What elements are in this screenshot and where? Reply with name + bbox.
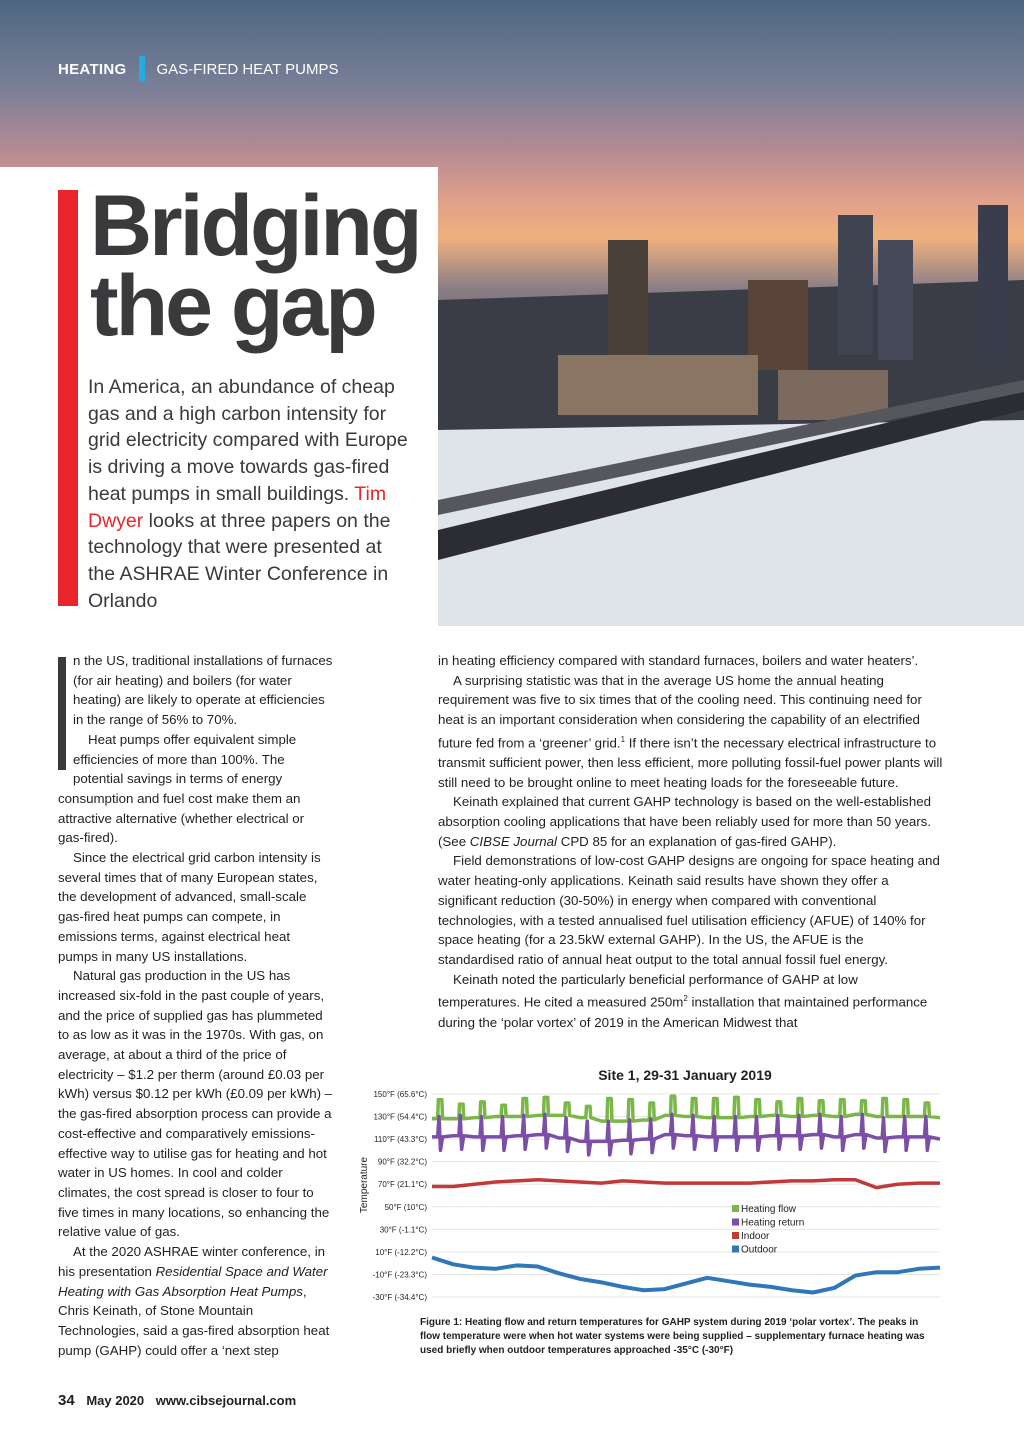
section-divider (139, 56, 145, 82)
legend-swatch (732, 1205, 739, 1212)
standfirst-text: looks at three papers on the technology that were presented at the ASHRAE Winter Conference in Orlando (88, 509, 391, 612)
publication-name: CIBSE Journal (469, 833, 558, 849)
body-column-right (438, 651, 943, 1032)
text: installation that maintained performance during the ‘polar vortex’ of 2019 in the American Midwest that (438, 994, 928, 1030)
legend-label: Heating return (741, 1217, 805, 1229)
y-tick-label: 110°F (43.3°C) (374, 1135, 427, 1145)
series-line-indoor (432, 1180, 940, 1188)
legend-label: Indoor (741, 1231, 770, 1242)
paragraph: Since the electrical grid carbon intensity is several times that of many European states, the development of advanced, small-scale gas-fired heat pumps can compete, in emissions terms, against electrical heat pumps in many US installations. (58, 850, 321, 964)
series-line-heating-return (432, 1114, 940, 1155)
y-tick-label: 90°F (32.2°C) (377, 1157, 427, 1167)
y-tick-label: 10°F (-12.2°C) (375, 1247, 427, 1257)
paragraph (58, 1242, 333, 1360)
legend-swatch (732, 1246, 739, 1253)
page-footer (58, 1392, 304, 1409)
page-number: 34 (58, 1392, 75, 1409)
city-skyline-image (438, 0, 1024, 626)
text: Keinath noted the particularly beneficial performance of GAHP at low temperatures. He cited a measured 250m (438, 971, 858, 1010)
temperature-chart (350, 1060, 950, 1310)
paragraph (438, 671, 943, 793)
legend-label: Heating flow (741, 1204, 797, 1215)
legend-swatch (732, 1219, 739, 1226)
article-title (90, 178, 420, 354)
paragraph: in heating efficiency compared with standard furnaces, boilers and water heaters’. (438, 653, 919, 668)
website: www.cibsejournal.com (155, 1393, 297, 1408)
paragraph: Natural gas production in the US has increased six-fold in the past couple of years, and the price of supplied gas has plummeted to as low as it was in the 1970s. With gas, on average, at about a third of the price of electricity – $1.2 per therm (around £0.03 per kWh) versus $0.12 per kWh (£0.09 per kWh) – the gas-fired absorption process can provide a cost-effective and comparatively emissions-effective way to utilise gas for heating and hot water in US homes. In cool and colder climates, the cost spread is closer to four to five times in many locations, so enhancing the relative value of gas. (58, 968, 333, 1240)
y-tick-label: 150°F (65.6°C) (373, 1090, 427, 1099)
title-line: the gap (90, 258, 375, 354)
standfirst (88, 374, 408, 614)
series-line-outdoor (432, 1258, 940, 1293)
text: , Chris Keinath, of Stone Mountain Technologies, said a gas-fired absorption heat pump (GAHP) could offer a ‘next step (58, 1283, 330, 1358)
y-tick-label: 50°F (10°C) (384, 1202, 427, 1212)
paragraph (438, 792, 943, 851)
y-tick-label: -30°F (-34.4°C) (372, 1293, 427, 1302)
title-line: Bridging (90, 178, 420, 274)
figure-caption: Figure 1: Heating flow and return temperatures for GAHP system during 2019 ‘polar vortex’. The peaks in flow temperature were when hot water systems were being supplied – supplementary furnace heating was used briefly when outdoor temperatures approached -35°C (-30°F) (420, 1317, 925, 1356)
standfirst-text: In America, an abundance of cheap gas and a high carbon intensity for grid electricity compared with Europe is driving a move towards gas-fired heat pumps in small buildings. (88, 376, 408, 505)
y-tick-label: 70°F (21.1°C) (377, 1180, 427, 1190)
legend-swatch (732, 1232, 739, 1239)
footnote-ref: 1 (620, 734, 626, 744)
text: CPD 85 for an explanation of gas-fired GAHP). (557, 833, 837, 849)
drop-cap (58, 657, 66, 770)
subsection-label: GAS-FIRED HEAT PUMPS (156, 60, 339, 78)
y-tick-label: 30°F (-1.1°C) (379, 1225, 427, 1235)
text: If there isn’t the necessary electrical infrastructure to transmit sufficient power, then less efficient, more polluting fossil-fuel power plants will still need to be brought online to meet heating loads for the foreseeable future. (438, 735, 943, 790)
superscript: 2 (683, 994, 688, 1004)
paragraph: Field demonstrations of low-cost GAHP designs are ongoing for space heating and water heating-only applications. Keinath said results have shown they offer a significant reduction (30-50%) in energy when compared with conventional technologies, with a tested annualised fuel utilisation efficiency (AFUE) of 140% for space heating (for a 23.5kW external GAHP). In the US, the AFUE is the standardised ratio of annual heat output to the total annual fossil fuel energy. (438, 853, 940, 967)
y-tick-label: 130°F (54.4°C) (373, 1112, 427, 1122)
accent-bar (58, 190, 78, 606)
text: Keinath explained that current GAHP technology is based on the well-established absorption cooling applications that have been reliably used for more than 50 years. (See (438, 794, 932, 849)
author-name: Tim Dwyer (88, 482, 387, 532)
text: At the 2020 ASHRAE winter conference, in his presentation (58, 1244, 326, 1279)
paragraph (438, 970, 943, 1033)
legend-label: Outdoor (741, 1244, 778, 1256)
y-tick-label: -10°F (-23.3°C) (372, 1270, 427, 1280)
paragraph: n the US, traditional installations of furnaces (for air heating) and boilers (for water heating) are likely to operate at efficiencies in the range of 56% to 70%. (73, 653, 333, 728)
body-column-left (58, 651, 333, 1360)
section-header (58, 56, 338, 82)
chart-title: Site 1, 29-31 January 2019 (598, 1067, 772, 1083)
y-axis-label: Temperature (359, 1156, 370, 1214)
text: A surprising statistic was that in the average US home the annual heating requirement was five to six times that of the cooling need. This continuing need for heat is an important consideration when considering the capability of an electrified future fed from a ‘greener’ grid. (438, 672, 922, 751)
paragraph: Heat pumps offer equivalent simple efficiencies of more than 100%. The potential savings in terms of energy consumption and fuel cost make them an attractive alternative (whether electrical or gas-fired). (58, 731, 305, 846)
section-label: HEATING (58, 60, 127, 78)
issue-date: May 2020 (86, 1393, 145, 1408)
paper-title: Residential Space and Water Heating with Gas Absorption Heat Pumps (58, 1263, 328, 1299)
